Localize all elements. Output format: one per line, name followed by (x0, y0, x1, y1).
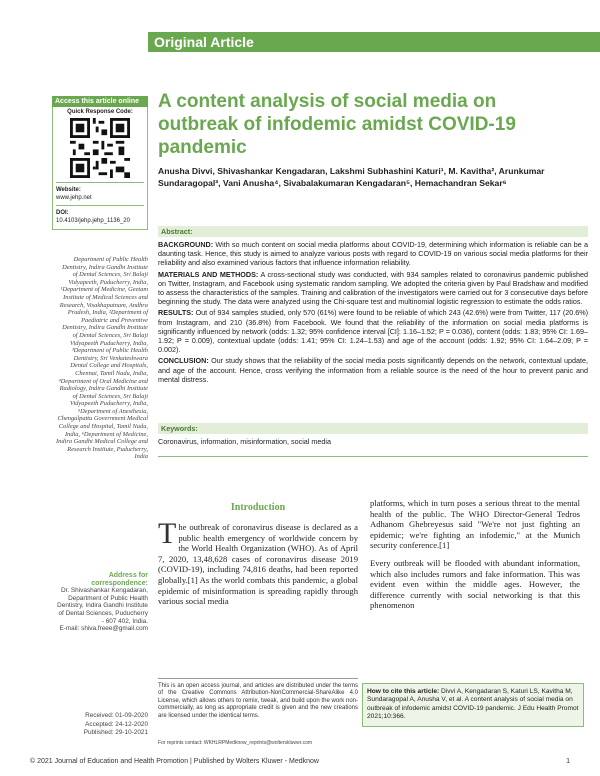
author-list: Anusha Divvi, Shivashankar Kengadaran, Lakshmi Subhashini Katuri¹, M. Kavitha², Arunkumar Sundaragopal³, Vani Anusha⁴, Sivabalakumaran Kengadaran⁵, Hemachandran Sekar⁶ (158, 166, 545, 188)
correspondence-email[interactable]: E-mail: shiva.freee@gmail.com (59, 625, 148, 633)
citation-text: Divvi A, Kengadaran S, Katuri LS, Kavitha M, Sundaragopal A, Anusha V, et al. A content analysis of social media on outbreak of infodemic amidst COVID-19 pandemic. J Edu Health Promot 2021;10:366. (367, 688, 579, 721)
methods-label: MATERIALS AND METHODS: (158, 269, 259, 279)
date-received: Received: 01-09-2020 (85, 712, 148, 719)
keywords-heading: Keywords: (158, 423, 588, 434)
access-sidebar (52, 96, 148, 230)
background-text: With so much content on social media platforms about COVID-19, determining which information is reliable can be a daunting task. Hence, this study is aimed to analyze various posts with regard to COVID-19 on various social media platforms for their reliability and also examined various factors that influence information reliability. (158, 240, 589, 268)
conclusion-text: Our study shows that the reliability of the social media posts significantly depends on the network, contextual update, and age of the account. Hence, cross verifying the information from a reliable source is the need of the hour to prevent panic and mental distress. (158, 356, 588, 384)
abstract-body (158, 240, 588, 386)
correspondence-body: Dr. Shivashankar Kengadaran, Department of Public Health Dentistry, Indira Gandhi Institute of Dental Sciences, Puducherry - 607 402, India. (57, 587, 148, 625)
reprints-contact: For reprints contact: WKHLRPMedknow_reprints@wolterskluwer.com (158, 740, 313, 746)
conclusion-label: CONCLUSION: (158, 356, 209, 366)
qr-label: Quick Response Code: (67, 109, 133, 115)
page-footer: © 2021 Journal of Education and Health Promotion | Published by Wolters Kluwer - Medknow (30, 758, 319, 765)
doi-label: DOI: (56, 210, 69, 216)
correspondence-title: Address for correspondence: (91, 572, 148, 587)
abstract-heading: Abstract: (158, 226, 588, 237)
background-label: BACKGROUND: (158, 240, 214, 249)
date-published: Published: 29-10-2021 (83, 729, 148, 737)
drop-cap: T (158, 517, 177, 550)
intro-col1-text: he outbreak of coronavirus disease is declared as a public health emergency of worldwide concern by the World Health Organization (WHO). As of April 7, 2020, 13,48,628 cases of coronavirus disease 2019 (COVID-19), including 74,816 deaths, had been reported globally.[1] As the world combats this pandemic, a global epidemic of misinformation is spreading rapidly through various social media (158, 522, 358, 607)
access-head: Access this article online (52, 96, 148, 107)
website-label: Website: (56, 187, 81, 193)
website-link[interactable]: www.jehp.net (56, 195, 92, 201)
keywords-list: Coronavirus, information, misinformation, social media (158, 437, 331, 446)
page-number: 1 (566, 758, 570, 765)
affiliations: Department of Public Health Dentistry, Indira Gandhi Institute of Dental Sciences, Sri Balaji Vidyapeeth, Puducherry, India, ¹Department of Medicine, Geetam Institute of Medical Sciences and Research, Visakhapatnam, Andhra Pradesh, India, ²Department of Paediatric and Preventive Dentistry, Indira Gandhi Institute of Dental Sciences, Sri Balaji Vidyapeeth Puducherry, India, ³Department of Public Health Dentistry, Sri Venkateshwara Dental College and Hospitals, Chennai, Tamil Nadu, India, ⁴Department of Oral Medicine and Radiology, Indira Gandhi Institute of Dental Sciences, Sri Balaji Vidyapeeth Puducherry, India, ⁵Department of Anesthesia, Chengalpattu Government Medical College and Hospital, Tamil Nadu, India, ⁶Department of Medicine, Indira Gandhi Medical College and Research Institute, Puducherry, India (56, 256, 148, 461)
open-access-notice: This is an open access journal, and articles are distributed under the terms of the Creative Commons Attribution-NonCommercial-ShareAlike 4.0 License, which allows others to remix, tweak, and build upon the work non-commercially, as long as appropriate credit is given and the new creations are licensed under the identical terms. (158, 678, 358, 720)
intro-column-2 (370, 498, 580, 618)
section-divider (158, 456, 588, 457)
citation-heading: How to cite this article: (367, 688, 440, 695)
citation-box (362, 683, 584, 727)
article-type-banner: Original Article (148, 32, 600, 52)
methods-text: A cross-sectional study was conducted, with 934 samples related to coronavirus pandemic published on Twitter, Instagram, and Facebook using systematic random sampling. We adopted the criteria given by Paul Bradshaw and modified to assess the characteristics of the samples. Training and calibration of the investigators were carried out for 3 consecutive days before beginning the study. The data were analyzed using the Chi-square test and multinomial logistic regression to estimate the odds ratios. (158, 269, 588, 307)
doi-link[interactable]: 10.4103/jehp.jehp_1136_20 (56, 218, 130, 224)
article-title: A content analysis of social media on outbreak of infodemic amidst COVID-19 pandemic (158, 91, 516, 158)
date-accepted: Accepted: 24-12-2020 (85, 720, 148, 728)
results-label: RESULTS: (158, 308, 194, 318)
intro-column-1 (158, 517, 358, 607)
access-box (52, 107, 148, 230)
introduction-heading: Introduction (230, 502, 286, 513)
results-text: Out of 934 samples studied, only 570 (61%) were found to be reliable of which 243 (42.6%) were from Twitter, 117 (20.6%) from Instagram, and 210 (36.8%) from Facebook. We found that the reliability of the information on social media platforms is significantly influenced by network (odds: 1.32; 95% confidence interval [CI]: 1.16–1.52; P = 0.036), content (odds: 1.83; 95% CI: 1.69–1.92; P = 0.009), contextual update (odds: 1.41; 95% CI: 1.24–1.53) and age of the account (odds: 1.92; 95% CI: 1.64–2.09; P = 0.002). (158, 308, 589, 355)
intro-col2-para-2: Every outbreak will be flooded with abundant information, which also includes rumors and fake information. This was evident even within the middle ages. However, the difference currently with social networking is that this phenomenon (370, 557, 580, 611)
article-dates (56, 712, 148, 738)
intro-col2-para-1: platforms, which in turn poses a serious threat to the mental health of the public. The WHO Director-General Tedros Adhanom Ghebreyesus said "We're not just fighting an epidemic; we're fighting an infodemic," at the Munich security conference.[1] (370, 498, 580, 551)
qr-code-icon[interactable] (70, 118, 130, 178)
correspondence (56, 572, 148, 633)
